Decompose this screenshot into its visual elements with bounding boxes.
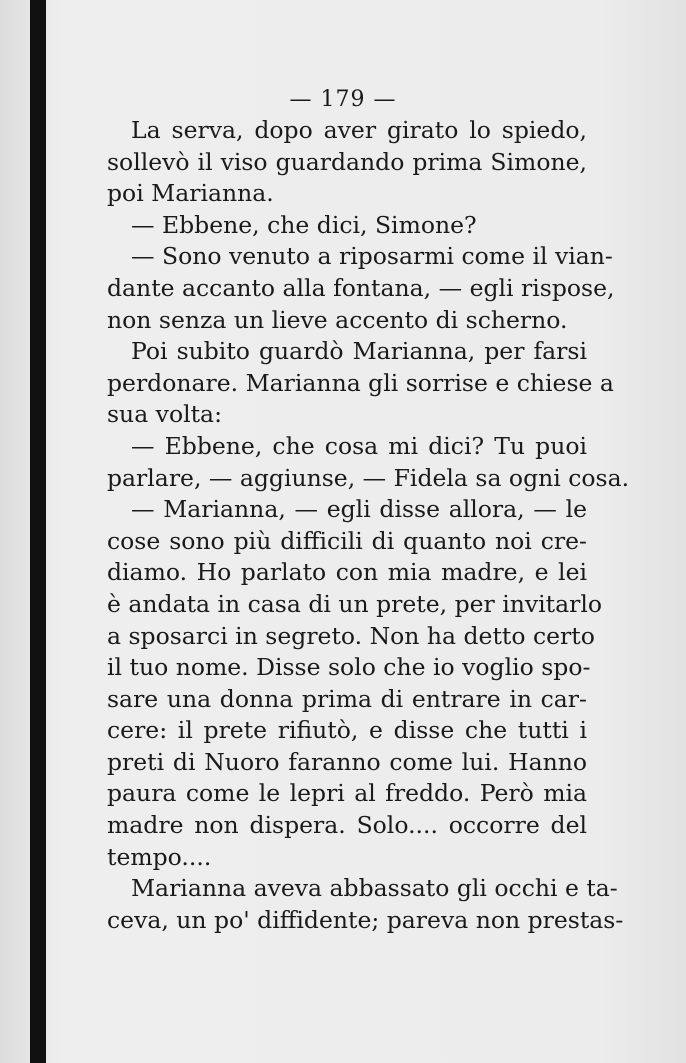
- binding-gutter: [30, 0, 46, 1063]
- text-line: — Marianna, — egli disse allora, — le: [131, 495, 587, 524]
- text-line: — Ebbene, che dici, Simone?: [131, 210, 477, 239]
- body-text: [107, 115, 630, 936]
- text-line: La serva, dopo aver girato lo spiedo,: [131, 116, 587, 144]
- text-line: preti di Nuoro faranno come lui. Hanno: [107, 747, 587, 776]
- text-line: sollevò il viso guardando prima Simone,: [107, 147, 587, 176]
- text-line: perdonare. Marianna gli sorrise e chiese a: [107, 368, 614, 397]
- text-line: diamo. Ho parlato con mia madre, e lei: [107, 558, 587, 587]
- text-line: è andata in casa di un prete, per invitarlo: [107, 589, 603, 618]
- text-line: Marianna aveva abbassato gli occhi e ta-: [131, 874, 618, 903]
- text-line: poi Marianna.: [107, 179, 274, 208]
- text-line: il tuo nome. Disse solo che io voglio spo-: [107, 653, 591, 682]
- text-line: sare una donna prima di entrare in car-: [107, 684, 587, 713]
- text-line: Poi subito guardò Marianna, per farsi: [131, 337, 587, 366]
- text-line: parlare, — aggiunse, — Fidela sa ogni cosa.: [107, 463, 630, 492]
- text-line: paura come le lepri al freddo. Però mia: [107, 779, 587, 808]
- text-line: sua volta:: [107, 400, 222, 429]
- text-line: cere: il prete rifiutò, e disse che tutti i: [107, 716, 587, 745]
- text-line: ceva, un po' diffidente; pareva non prestas-: [107, 905, 624, 934]
- text-line: tempo....: [107, 842, 212, 871]
- text-line: cose sono più difficili di quanto noi cre-: [107, 526, 587, 555]
- text-line: — Sono venuto a riposarmi come il vian-: [131, 242, 613, 271]
- text-line: a sposarci in segreto. Non ha detto certo: [107, 621, 595, 650]
- text-line: dante accanto alla fontana, — egli rispose,: [107, 273, 615, 302]
- page-number: — 179 —: [289, 87, 397, 112]
- text-line: madre non dispera. Solo.... occorre del: [107, 811, 587, 840]
- text-line: non senza un lieve accento di scherno.: [107, 305, 568, 334]
- text-line: — Ebbene, che cosa mi dici? Tu puoi: [131, 431, 587, 460]
